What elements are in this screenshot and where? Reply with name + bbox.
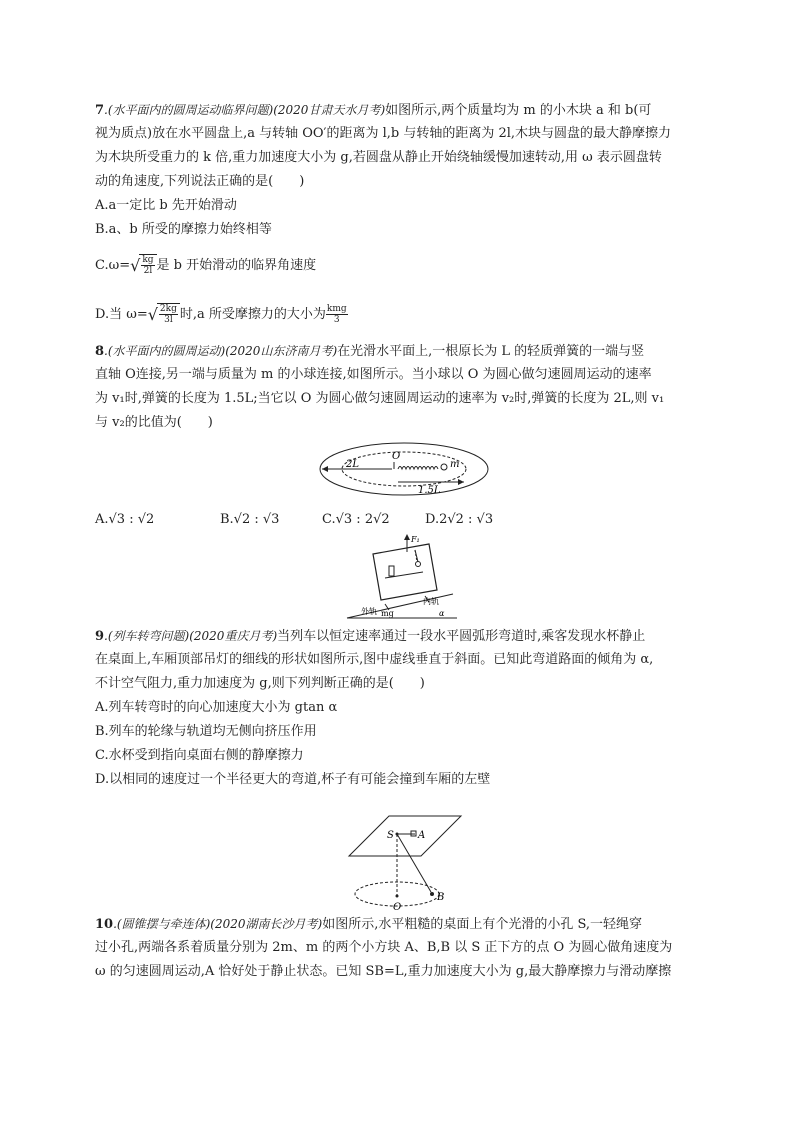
q7-line3: 为木块所受重力的 k 倍,重力加速度大小为 g,若圆盘从静止开始绕轴缓慢加速转动,用 ω 表示圆盘转 <box>95 150 662 165</box>
q8-line4: 与 v₂的比值为( ) <box>95 415 213 430</box>
center-o-icon <box>396 895 399 898</box>
q8-tag: .(水平面内的圆周运动)(2020山东济南月考) <box>104 344 338 358</box>
tabletop <box>349 816 461 856</box>
label-o: O <box>392 451 401 462</box>
frac-den: 2l <box>143 266 153 276</box>
q9-tag: .(列车转弯问题)(2020重庆月考) <box>104 629 278 643</box>
q8-option-a: A.√3 : √2 <box>95 512 155 527</box>
q7-option-c: C.ω=√ $\frac{kg}{2l}$ 是 b 开始滑动的临界角速度 <box>95 255 317 276</box>
cup-icon <box>389 566 394 576</box>
q10-number: 10 <box>95 917 114 932</box>
hole-table-figure <box>345 812 465 912</box>
q7-option-b: B.a、b 所受的摩擦力始终相等 <box>95 222 272 237</box>
lamp-string <box>415 550 418 562</box>
q9-line3: 不计空气阻力,重力加速度为 g,则下列判断正确的是( ) <box>95 676 425 691</box>
q7-option-d-fraction <box>159 304 178 325</box>
q7-option-d-prefix: D.当 ω= <box>95 307 148 322</box>
frac-den: 3l <box>164 315 173 325</box>
q7-option-c-suffix: 是 b 开始滑动的临界角速度 <box>156 258 317 273</box>
q7-line2: 视为质点)放在水平圆盘上,a 与转轴 OO′的距离为 l,b 与转轴的距离为 2l,木块与圆盘的最大静摩擦力 <box>95 126 672 141</box>
q7-option-d-fraction2 <box>326 304 348 325</box>
label-b: B <box>437 892 445 903</box>
q7-option-d-middle: 时,a 所受摩擦力的大小为 <box>179 307 326 322</box>
label-mg: mg <box>381 609 394 618</box>
q10-line2: 过小孔,两端各系着质量分别为 2m、m 的两个小方块 A、B,B 以 S 正下方的点 O 为圆心做角速度为 <box>95 940 673 955</box>
spring-orbit-figure <box>318 440 490 498</box>
train-car-figure <box>345 532 460 622</box>
ball <box>441 464 447 470</box>
q8-text1: 在光滑水平面上,一根原长为 L 的轻质弹簧的一端与竖 <box>337 344 645 359</box>
arrow-head-icon <box>322 466 328 472</box>
q7-option-c-prefix: C.ω= <box>95 258 131 273</box>
label-m: m <box>450 459 460 470</box>
arrow-head-icon <box>404 534 410 540</box>
q10-tag: .(圆锥摆与牵连体)(2020湖南长沙月考) <box>113 917 323 931</box>
label-o: O <box>393 902 402 912</box>
lamp-icon <box>416 562 421 567</box>
rope-to-b <box>397 834 431 892</box>
q7-option-c-fraction <box>141 255 154 276</box>
label-a: A <box>418 830 426 841</box>
label-f1: F₁ <box>411 535 420 544</box>
q9-option-d: D.以相同的速度过一个半径更大的弯道,杯子有可能会撞到车厢的左壁 <box>95 772 491 787</box>
label-outer-rail: 外轨 <box>361 607 377 616</box>
table-surface <box>385 572 423 578</box>
q8-option-b: B.√2 : √3 <box>220 512 280 527</box>
q9-line2: 在桌面上,车厢顶部吊灯的细线的形状如图所示,图中虚线垂直于斜面。已知此弯道路面的倾角为 α, <box>95 652 654 667</box>
q7-text1: 如图所示,两个质量均为 m 的小木块 a 和 b(可 <box>385 103 652 118</box>
label-2l: 2L <box>346 459 360 470</box>
q8-line1 <box>95 343 644 360</box>
q9-text1: 当列车以恒定速率通过一段水平圆弧形弯道时,乘客发现水杯静止 <box>277 629 646 644</box>
train-car-body <box>373 544 437 600</box>
q7-number: 7 <box>95 103 105 118</box>
q9-option-c: C.水杯受到指向桌面右侧的静摩擦力 <box>95 748 304 763</box>
spring <box>398 467 438 470</box>
q10-text1: 如图所示,水平粗糙的桌面上有个光滑的小孔 S,一轻绳穿 <box>322 917 643 932</box>
arrow-head-icon <box>458 479 464 485</box>
q8-option-c: C.√3 : 2√2 <box>322 512 390 527</box>
q7-option-d: D.当 ω=√ $\frac{2kg}{3l}$ 时,a 所受摩擦力的大小为 $\frac{\text{kmg}}{3}$ <box>95 304 347 325</box>
q10-line3: ω 的匀速圆周运动,A 恰好处于静止状态。已知 SB=L,重力加速度大小为 g,最大静摩擦力与滑动摩擦 <box>95 964 672 979</box>
frac-num: 2kg <box>159 304 177 314</box>
q8-line3: 为 v₁时,弹簧的长度为 1.5L;当它以 O 为圆心做匀速圆周运动的速率为 v₂时,弹簧的长度为 2L,则 v₁ <box>95 391 665 406</box>
q10-line1 <box>95 916 642 933</box>
q8-number: 8 <box>95 344 105 359</box>
frac-den: 3 <box>333 315 340 325</box>
q8-option-d: D.2√2 : √3 <box>425 512 494 527</box>
q9-number: 9 <box>95 629 105 644</box>
q7-tag: .(水平面内的圆周运动临界问题)(2020甘肃天水月考) <box>104 103 386 117</box>
q7-line4: 动的角速度,下列说法正确的是( ) <box>95 174 305 189</box>
q9-option-a: A.列车转弯时的向心加速度大小为 gtan α <box>95 700 338 715</box>
label-s: S <box>387 830 394 841</box>
label-15l: 1.5L <box>418 485 441 496</box>
q7-option-a: A.a一定比 b 先开始滑动 <box>95 198 237 213</box>
q9-line1 <box>95 628 645 645</box>
q8-line2: 直轴 O连接,另一端与质量为 m 的小球连接,如图所示。当小球以 O 为圆心做匀速圆周运动的速率 <box>95 367 652 382</box>
q9-option-b: B.列车的轮缘与轨道均无侧向挤压作用 <box>95 724 317 739</box>
block-b-icon <box>430 892 434 896</box>
q7-line1 <box>95 102 651 119</box>
frac-num: kg <box>142 255 154 265</box>
label-inner-rail: 内轨 <box>423 597 439 606</box>
label-alpha: α <box>439 609 445 618</box>
frac-num: kmg <box>326 304 347 314</box>
